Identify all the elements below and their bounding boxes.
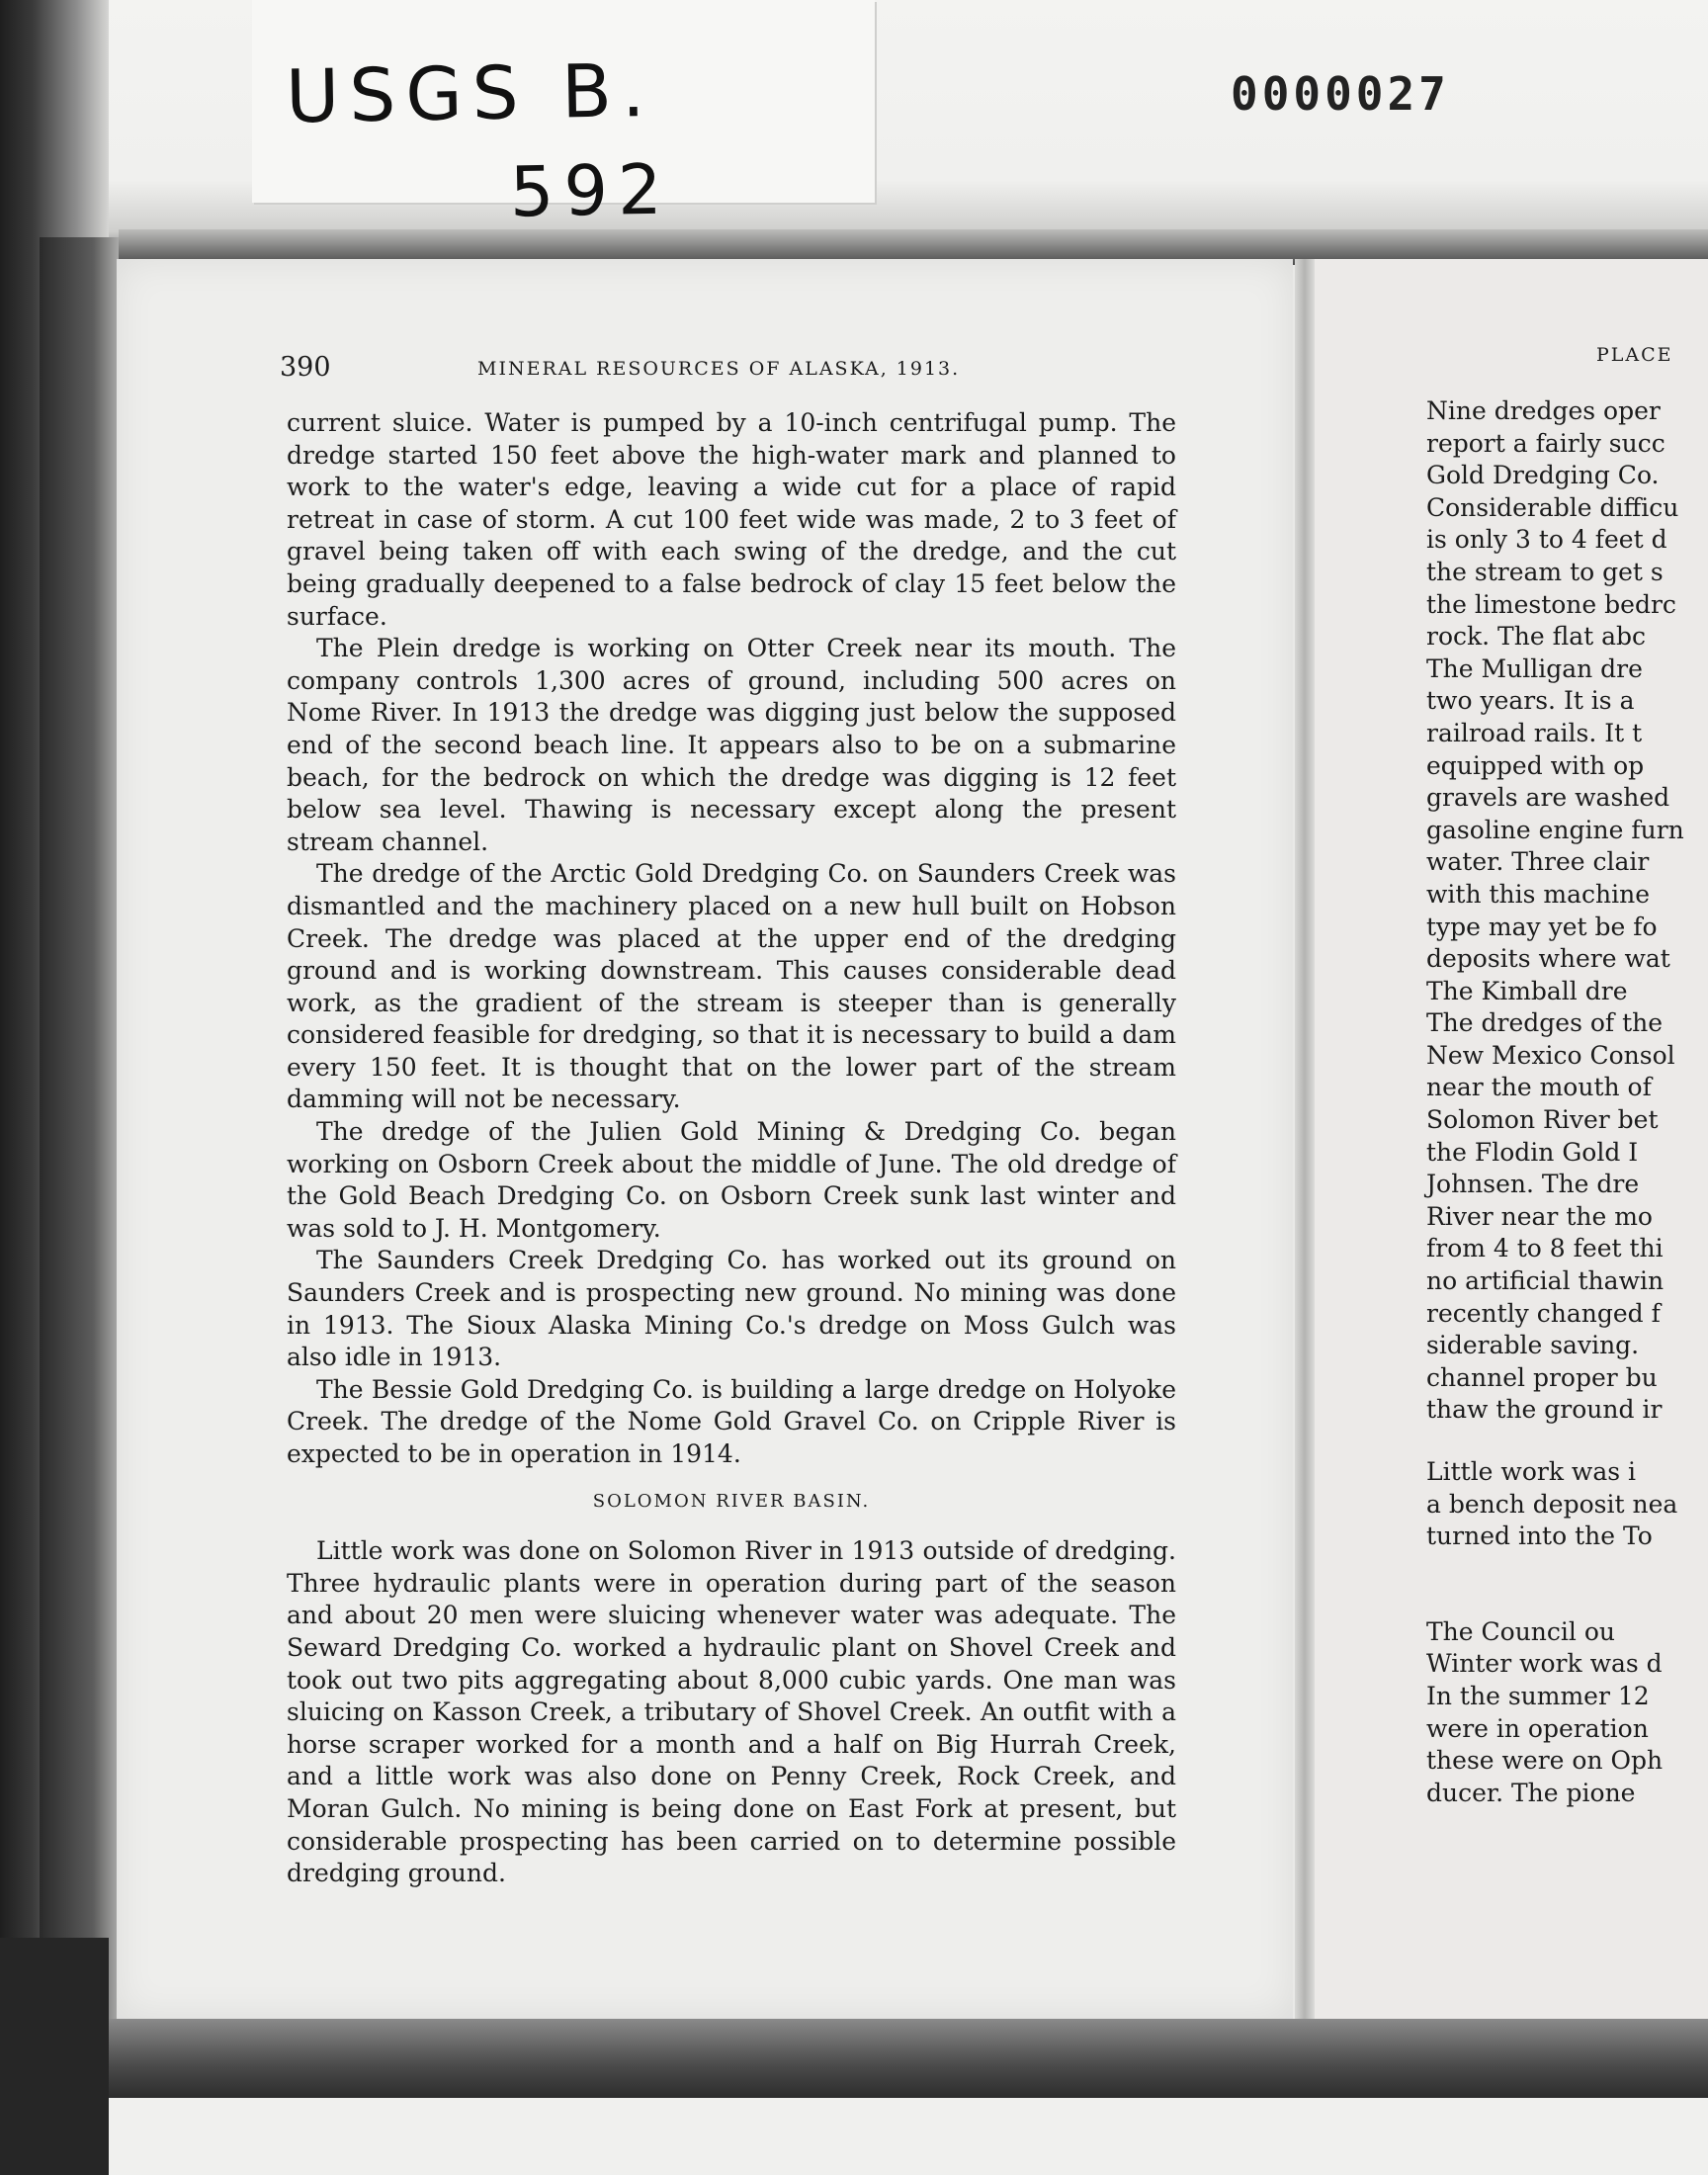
right-line: channel proper bu — [1426, 1362, 1658, 1392]
scan-bottom-left — [0, 1938, 109, 2175]
right-line: Nine dredges oper — [1426, 396, 1661, 425]
right-line: Little work was i — [1426, 1457, 1636, 1486]
right-line: these were on Oph — [1426, 1746, 1664, 1776]
right-line: type may yet be fo — [1426, 912, 1658, 941]
right-line: a bench deposit nea — [1426, 1489, 1678, 1519]
page-header — [280, 352, 1169, 392]
right-line: from 4 to 8 feet thi — [1426, 1234, 1664, 1263]
right-line: rock. The flat abc — [1426, 622, 1647, 652]
right-line: equipped with op — [1426, 750, 1645, 780]
right-gap — [1426, 1427, 1708, 1456]
stamp-number: 0000027 — [1231, 67, 1450, 121]
right-page-text — [1426, 395, 1708, 1809]
right-line: the limestone bedrc — [1426, 589, 1676, 619]
right-line: deposits where wat — [1426, 944, 1670, 974]
right-line: two years. It is a — [1426, 686, 1635, 716]
body-text — [287, 407, 1176, 1890]
right-line: thaw the ground ir — [1426, 1395, 1663, 1425]
right-line: turned into the To — [1426, 1522, 1653, 1551]
right-line: Considerable difficu — [1426, 492, 1679, 522]
right-line: River near the mo — [1426, 1201, 1653, 1231]
right-line: with this machine — [1426, 879, 1651, 909]
paragraph: The Saunders Creek Dredging Co. has worked out its ground on Saunders Creek and is prospecting new ground. No mining was done in 1913. The Sioux Alaska Mining Co.'s dredge on Moss Gulch was also idle in 1913. — [287, 1246, 1176, 1372]
right-line: no artificial thawin — [1426, 1266, 1665, 1296]
paragraph: The dredge of the Julien Gold Mining & Dredging Co. began working on Osborn Creek about the middle of June. The old dredge of the Gold Beach Dredging Co. on Osborn Creek sunk last winter and was sold to J. H. Montgomery. — [287, 1117, 1176, 1243]
right-line: gasoline engine furn — [1426, 815, 1684, 844]
right-line: near the mouth of — [1426, 1073, 1652, 1102]
right-line: the stream to get s — [1426, 557, 1664, 586]
running-title: MINERAL RESOURCES OF ALASKA, 1913. — [477, 358, 961, 380]
right-line: Winter work was d — [1426, 1649, 1663, 1679]
right-running-head: PLACE — [1596, 344, 1673, 366]
page-number: 390 — [280, 352, 331, 383]
right-line: Solomon River bet — [1426, 1105, 1659, 1135]
right-line: is only 3 to 4 feet d — [1426, 525, 1667, 555]
right-line: The Council ou — [1426, 1616, 1615, 1646]
handwritten-line-2: 592 — [509, 148, 673, 233]
paragraph: The Bessie Gold Dredging Co. is building a large dredge on Holyoke Creek. The dredge of the Nome Gold Gravel Co. on Cripple River is expected to be in operation in 1914. — [287, 1374, 1176, 1468]
paragraph: Little work was done on Solomon River in 1913 outside of dredging. Three hydraulic plants were in operation during part of the season and about 20 men were sluicing whenever water was adequate. The Seward Dredging Co. worked a hydraulic plant on Shovel Creek and took out two pits aggregating about 8,000 cubic yards. One man was sluicing on Kasson Creek, a tributary of Shovel Creek. An outfit with a horse scraper worked for a month and a half on Big Hurrah Creek, and a little work was also done on Penny Creek, Rock Creek, and Moran Gulch. No mining is being done on East Fork at present, but considerable prospecting has been carried on to determine possible dredging ground. — [287, 1536, 1176, 1888]
scan-bottom-strip — [0, 2098, 1708, 2175]
paragraph: The Plein dredge is working on Otter Creek near its mouth. The company controls 1,300 acres of ground, including 500 acres on Nome River. In 1913 the dredge was digging just below the supposed end of the second beach line. It appears also to be on a submarine beach, for the bedrock on which the dredge was digging is 12 feet below sea level. Thawing is necessary except along the present stream channel. — [287, 634, 1176, 856]
section-heading: SOLOMON RIVER BASIN. — [592, 1490, 871, 1512]
right-line: the Flodin Gold I — [1426, 1137, 1639, 1167]
right-line: Johnsen. The dre — [1426, 1170, 1640, 1199]
right-line: report a fairly succ — [1426, 428, 1665, 458]
right-line: Gold Dredging Co. — [1426, 461, 1660, 490]
right-gap — [1426, 1553, 1708, 1616]
scan-bottom-shadow — [109, 2019, 1708, 2098]
right-line: In the summer 12 — [1426, 1681, 1650, 1710]
paragraph: current sluice. Water is pumped by a 10-inch centrifugal pump. The dredge started 150 feet above the high-water mark and planned to work to the water's edge, leaving a wide cut for a place of rapid retreat in case of storm. A cut 100 feet wide was made, 2 to 3 feet of gravel being taken off with each swing of the dredge, and the cut being gradually deepened to a false bedrock of clay 15 feet below the surface. — [287, 408, 1176, 631]
right-line: The dredges of the — [1426, 1008, 1664, 1038]
right-line: water. Three clair — [1426, 847, 1650, 877]
right-line: were in operation — [1426, 1713, 1649, 1743]
paragraph: The dredge of the Arctic Gold Dredging Co. on Saunders Creek was dismantled and the machinery placed on a new hull built on Hobson Creek. The dredge was placed at the upper end of the dredging ground and is working downstream. This causes considerable dead work, as the gradient of the stream is steeper than is generally considered feasible for dredging, so that it is necessary to build a dam every 150 feet. It is thought that on the lower part of the stream damming will not be necessary. — [287, 859, 1176, 1114]
page-fold — [1295, 259, 1315, 2019]
right-line: ducer. The pione — [1426, 1778, 1636, 1807]
right-line: siderable saving. — [1426, 1331, 1640, 1360]
right-line: The Kimball dre — [1426, 976, 1628, 1005]
right-line: recently changed f — [1426, 1298, 1661, 1328]
handwritten-label — [285, 42, 672, 246]
right-line: The Mulligan dre — [1426, 653, 1643, 683]
right-line: gravels are washed — [1426, 783, 1670, 813]
handwritten-line-1: USGS B. — [285, 47, 656, 140]
right-line: New Mexico Consol — [1426, 1040, 1675, 1070]
right-line: railroad rails. It t — [1426, 718, 1643, 747]
scan-left-shadow — [40, 237, 128, 2175]
